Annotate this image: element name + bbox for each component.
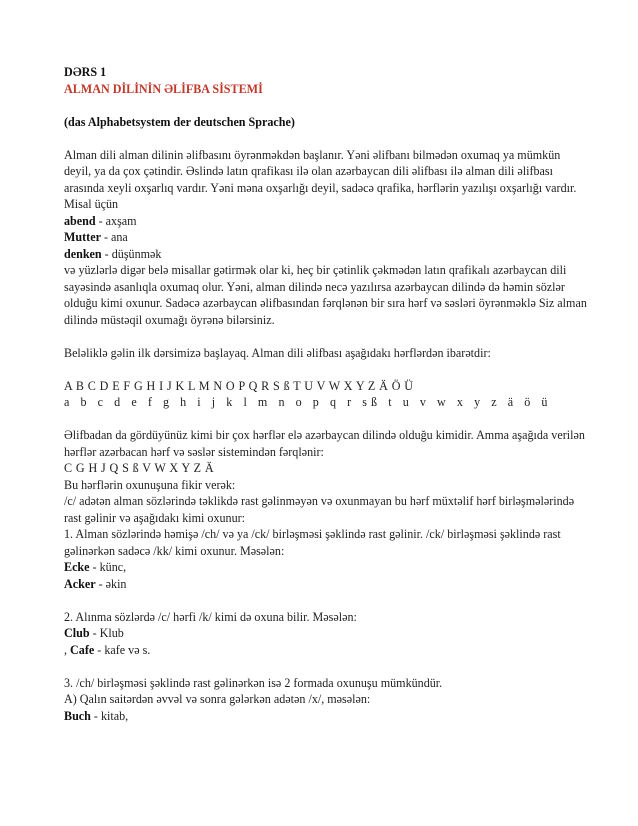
intro-line: deyil, ya da çox çətindir. Əslində latın qrafikası ilə olan azərbaycan dili əlifbası ilə alman dili əlifbası	[64, 164, 553, 178]
example-item: denken - düşünmək	[64, 246, 162, 261]
paragraph-line: gəlinərkən sadəcə /kk/ kimi oxunur. Məsələn:	[64, 543, 285, 558]
paragraph-line: sayəsində asanlıqla oxumaq olur. Yəni, alman dilində necə yazılırsa azərbaycan dilində də həmin sözlər	[64, 279, 565, 294]
example-meaning: kafe və s.	[104, 642, 151, 657]
example-meaning: düşünmək	[111, 246, 162, 261]
paragraph-line: və yüzlərlə digər belə misallar gətirmək olar ki, heç bir çətinlik çəkmədən latın qrafikalı azərbaycan dili	[64, 263, 567, 277]
paragraph-line: 3. /ch/ birləşməsi şəklində rast gəlinərkən isə 2 formada oxunuşu mümkündür.	[64, 675, 443, 690]
example-meaning: axşam	[105, 213, 137, 228]
paragraph-line: 2. Alınma sözlərdə /c/ hərfi /k/ kimi də oxuna bilir. Məsələn:	[64, 609, 357, 624]
example-word: Ecke	[64, 560, 90, 574]
lesson-subtitle: (das Alphabetsystem der deutschen Sprache)	[64, 114, 295, 129]
paragraph-line: 1. Alman sözlərində həmişə /ch/ və ya /ck/ birləşməsi şəklində rast gəlinir. /ck/ birləşməsi şəklində rast	[64, 527, 561, 541]
paragraph-line: Əlifbadan da gördüyünüz kimi bir çox hərflər elə azərbaycan dilində olduğu kimidir. Amma aşağıda verilən	[64, 428, 585, 442]
example-item: , Cafe - kafe və s.	[64, 642, 151, 657]
document-content	[64, 64, 587, 724]
example-word: Cafe	[70, 642, 95, 657]
alphabet-uppercase: A B C D E F G H I J K L M N O P Q R S ß T U V W X Y Z Ä Ö Ü	[64, 378, 414, 393]
example-item: Mutter - ana	[64, 230, 128, 244]
example-word: Mutter	[64, 230, 101, 244]
example-meaning: kitab,	[100, 708, 129, 723]
example-meaning: ana	[111, 230, 128, 244]
lesson-title: ALMAN DİLİNİN ƏLİFBA SİSTEMİ	[64, 81, 263, 96]
different-letters: C G H J Q S ß V W X Y Z Ä	[64, 461, 214, 475]
paragraph-line: rast gəlinir və aşağıdakı kimi oxunur:	[64, 510, 246, 525]
example-word: Club	[64, 626, 90, 640]
example-meaning: Klub	[99, 626, 124, 640]
example-item: abend - axşam	[64, 213, 137, 228]
alphabet-lowercase: a b c d e f g h i j k l m n o p q r sß t u v w x y z ä ö ü	[64, 395, 552, 409]
paragraph-line: /c/ adətən alman sözlərində təklikdə rast gəlinməyən və oxunmayan bu hərf müxtəlif hərf birləşmələrində	[64, 494, 575, 508]
lesson-number: DƏRS 1	[64, 65, 107, 79]
paragraph-line: olduğu kimi oxunur. Sadəcə azərbaycan əlifbasından fərqlənən bir sıra hərf və səsləri öyrənməklə Siz alman	[64, 296, 587, 310]
example-item: Buch - kitab,	[64, 708, 129, 723]
example-word: abend	[64, 213, 96, 228]
example-item: Ecke - künc,	[64, 560, 127, 574]
example-item: Acker - əkin	[64, 576, 127, 591]
intro-line: arasında xeyli oxşarlıq vardır. Yəni məna oxşarlığı deyil, sadəcə qrafika, hərflərin yazılışı oxşarlığı vardır.	[64, 180, 577, 195]
example-word: Acker	[64, 576, 96, 591]
paragraph-line: hərflər azərbacan hərf və səslər sistemindən fərqlənir:	[64, 444, 324, 459]
example-word: Buch	[64, 708, 91, 723]
example-meaning: künc,	[99, 560, 127, 574]
paragraph-line: Bu hərflərin oxunuşuna fikir verək:	[64, 477, 236, 492]
paragraph-line: A) Qalın saitərdən əvvəl və sonra gələrkən adətən /x/, məsələn:	[64, 692, 371, 706]
intro-line: Misal üçün	[64, 197, 119, 211]
paragraph-line: dilində müstəqil oxumağı öyrənə bilərsiniz.	[64, 312, 275, 327]
example-meaning: əkin	[105, 576, 127, 591]
alphabet-intro: Beləliklə gəlin ilk dərsimizə başlayaq. Alman dili əlifbası aşağıdakı hərflərdən ibarətdir:	[64, 345, 491, 360]
example-item: Club - Klub	[64, 626, 124, 640]
example-word: denken	[64, 246, 102, 261]
intro-line: Alman dili alman dilinin əlifbasını öyrənməkdən başlanır. Yəni əlifbanı bilmədən oxumaq ya mümkün	[64, 147, 561, 162]
